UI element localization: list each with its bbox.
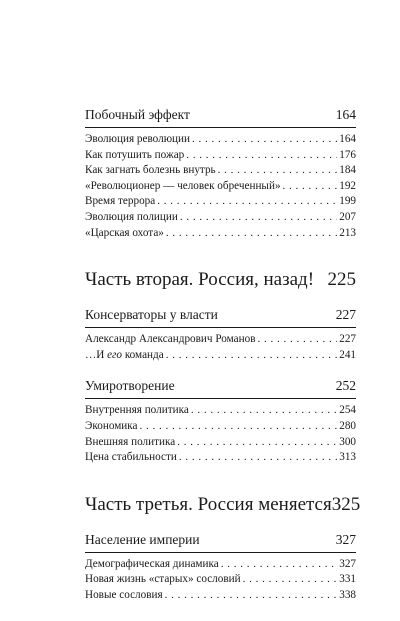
page-number: 325 <box>331 493 361 515</box>
dot-leader <box>180 210 337 226</box>
dot-leader <box>166 226 337 242</box>
chapter-heading[interactable] <box>85 377 356 399</box>
entry-title: Демографическая динамика <box>85 557 219 570</box>
dot-leader <box>166 348 338 364</box>
entry-title-suffix: команда <box>122 348 164 361</box>
page-number: 227 <box>335 307 356 323</box>
page-number: 176 <box>339 148 356 161</box>
chapter-heading[interactable] <box>85 306 356 328</box>
part-title: Часть вторая. Россия, назад! <box>85 269 315 291</box>
dot-leader <box>192 132 337 148</box>
entry-title: Как загнать болезнь внутрь <box>85 164 216 177</box>
entry-title: Как потушить пожар <box>85 148 185 161</box>
entry-title <box>85 348 164 364</box>
part-heading[interactable] <box>85 268 356 292</box>
entry-title: Внутренняя политика <box>85 404 189 417</box>
toc-entry[interactable] <box>85 572 356 588</box>
entry-title: «Царская охота» <box>85 226 164 239</box>
chapter-heading[interactable] <box>85 531 356 553</box>
toc-entry[interactable] <box>85 435 356 451</box>
page-number: 241 <box>339 348 356 361</box>
page-number: 164 <box>335 107 356 122</box>
entry-list <box>85 332 356 363</box>
page-number: 227 <box>339 333 356 346</box>
chapter-title: Консерваторы у власти <box>85 307 218 323</box>
dot-leader <box>165 588 338 604</box>
entry-title: Новая жизнь «старых» сословий <box>85 573 241 586</box>
dot-leader <box>258 332 338 348</box>
toc-entry[interactable] <box>85 163 356 179</box>
toc-entry[interactable] <box>85 148 356 164</box>
entry-title: Эволюция полиции <box>85 210 178 223</box>
toc-entry[interactable] <box>85 226 356 242</box>
entry-title-prefix: …И <box>85 348 108 361</box>
page-number: 313 <box>339 451 356 464</box>
chapter-title: Население империи <box>85 531 200 547</box>
dot-leader <box>243 572 338 588</box>
entry-title-italic: его <box>107 348 123 361</box>
dot-leader <box>179 450 337 466</box>
toc-entry[interactable] <box>85 179 356 195</box>
page-number: 280 <box>339 419 356 432</box>
page-number: 338 <box>339 588 356 601</box>
page-number: 331 <box>339 573 356 586</box>
toc-entry[interactable] <box>85 348 356 364</box>
toc-entry[interactable] <box>85 588 356 604</box>
entry-title: Эволюция революции <box>85 133 191 145</box>
entry-title: Экономика <box>85 419 138 432</box>
part-heading[interactable] <box>85 493 361 517</box>
toc-entry[interactable] <box>85 450 356 466</box>
dot-leader <box>186 148 337 164</box>
toc-entry[interactable] <box>85 332 356 348</box>
toc-entry[interactable] <box>85 210 356 226</box>
chapter-heading[interactable] <box>85 106 356 128</box>
entry-title: Цена стабильности <box>85 451 177 464</box>
chapter-title: Умиротворение <box>85 378 175 394</box>
page-number: 213 <box>339 226 356 239</box>
page-number: 252 <box>335 378 356 394</box>
dot-leader <box>140 419 338 435</box>
page-number: 327 <box>335 531 356 547</box>
entry-list <box>85 403 356 465</box>
part-title: Часть третья. Россия меняется <box>85 493 332 515</box>
entry-title: Александр Александрович Романов <box>85 333 256 346</box>
entry-title: Внешняя политика <box>85 435 176 448</box>
toc-entry[interactable] <box>85 403 356 419</box>
chapter-title: Побочный эффект <box>85 107 190 122</box>
entry-title: Время террора <box>85 195 156 208</box>
page-number: 300 <box>339 435 356 448</box>
entry-title: «Революционер — человек обреченный» <box>85 179 281 192</box>
toc-entry[interactable] <box>85 419 356 435</box>
toc-entry[interactable] <box>85 557 356 573</box>
page-number: 199 <box>339 195 356 208</box>
entry-list <box>85 557 356 604</box>
entry-title: Новые сословия <box>85 588 163 601</box>
dot-leader <box>157 194 337 210</box>
page-number: 327 <box>339 557 356 570</box>
toc-entry[interactable] <box>85 194 356 210</box>
page-number: 192 <box>339 179 356 192</box>
table-of-contents <box>85 106 361 618</box>
dot-leader <box>218 163 338 179</box>
page-number: 225 <box>327 269 356 291</box>
page-number: 207 <box>339 210 356 223</box>
page-number: 164 <box>339 133 356 145</box>
dot-leader <box>191 403 337 419</box>
page-number: 254 <box>339 404 356 417</box>
entry-list <box>85 132 356 241</box>
dot-leader <box>221 557 337 573</box>
dot-leader <box>283 179 338 195</box>
dot-leader <box>177 435 337 451</box>
page-number: 184 <box>339 164 356 177</box>
toc-entry[interactable] <box>85 132 356 148</box>
